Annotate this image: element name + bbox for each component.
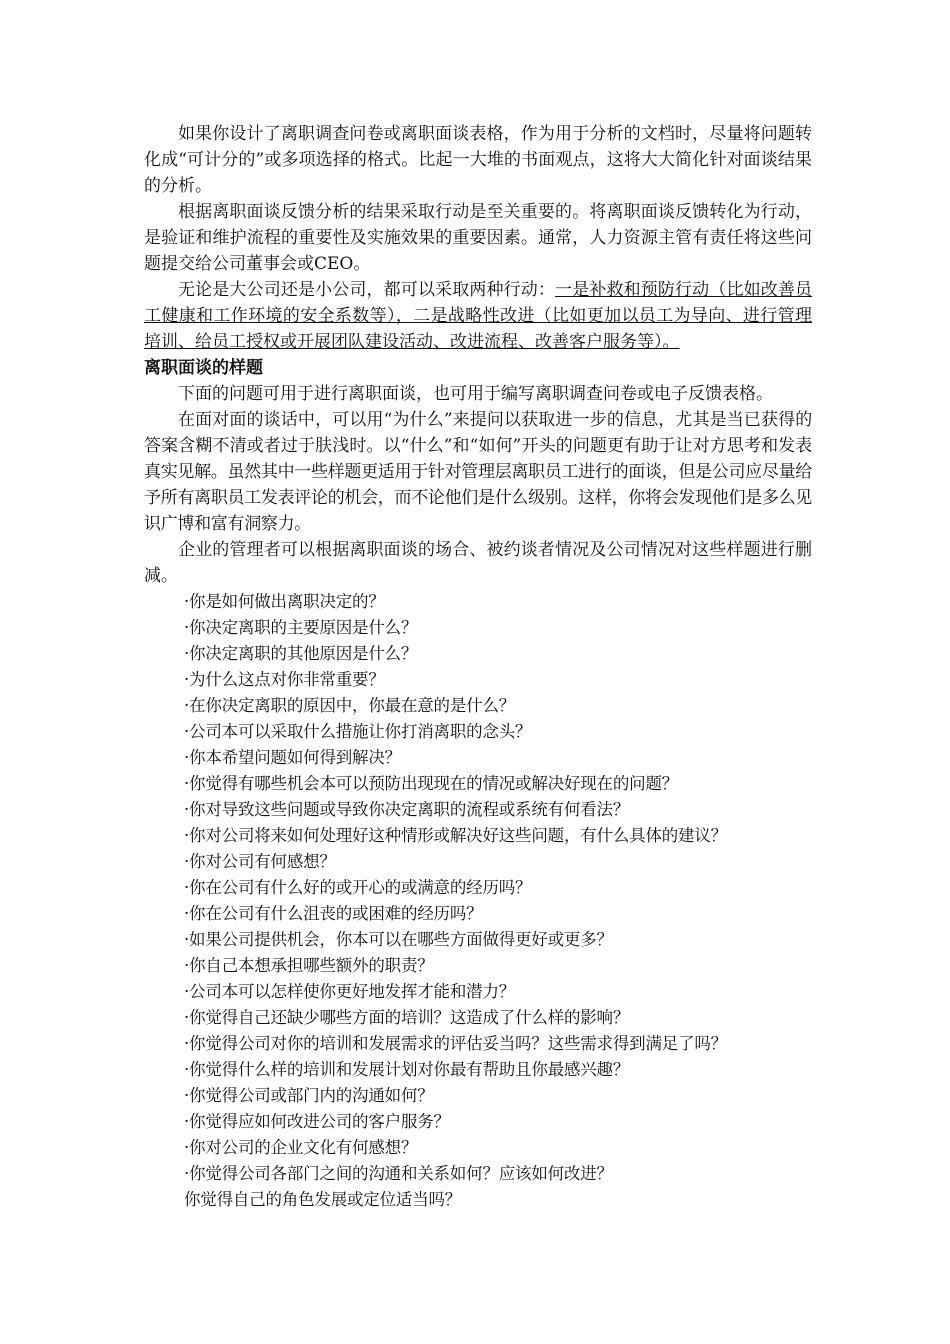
question-item: ·你觉得自己还缺少哪些方面的培训？这造成了什么样的影响？ (184, 1008, 630, 1027)
paragraph-two-actions (144, 277, 812, 355)
question-item: ·在你决定离职的原因中，你最在意的是什么？ (184, 696, 516, 715)
question-item: ·你对导致这些问题或导致你决定离职的流程或系统有何看法？ (184, 800, 630, 819)
question-item: ·你觉得公司对你的培训和发展需求的评估妥当吗？这些需求得到满足了吗？ (184, 1034, 727, 1053)
question-item: ·你是如何做出离职决定的？ (184, 592, 385, 611)
section-heading: 离职面谈的样题 (144, 358, 263, 378)
question-item: ·你对公司将来如何处理好这种情形或解决好这些问题，有什么具体的建议？ (184, 826, 727, 845)
question-item: ·你觉得应如何改进公司的客户服务？ (184, 1112, 450, 1131)
question-item: ·你觉得什么样的培训和发展计划对你最有帮助且你最感兴趣？ (184, 1060, 630, 1079)
question-item: ·公司本可以怎样使你更好地发挥才能和潜力？ (184, 982, 516, 1001)
action-underlined-text: 一是补救和预防行动（比如改善员工健康和工作环境的安全系数等），二是战略性改进（比如更加以员工为导向、进行管理培训、给员工授权或开展团队建设活动、改进流程、改善客户服务等）。 (144, 280, 813, 352)
paragraph-managers: 企业的管理者可以根据离职面谈的场合、被约谈者情况及公司情况对这些样题进行删减。 (144, 540, 812, 586)
paragraph-take-action: 根据离职面谈反馈分析的结果采取行动是至关重要的。将离职面谈反馈转化为行动，是验证和维护流程的重要性及实施效果的重要因素。通常，人力资源主管有责任将这些问题提交给公司董事会或CEO。 (144, 202, 812, 274)
question-item: ·你觉得公司或部门内的沟通如何？ (184, 1086, 434, 1105)
question-item: ·为什么这点对你非常重要？ (184, 670, 385, 689)
question-item: ·你觉得公司各部门之间的沟通和关系如何？应该如何改进？ (184, 1164, 613, 1183)
paragraph-survey-format: 如果你设计了离职调查问卷或离职面谈表格，作为用于分析的文档时，尽量将问题转化成“可计分的”或多项选择的格式。比起一大堆的书面观点，这将大大简化针对面谈结果的分析。 (144, 124, 812, 196)
question-item: ·你觉得有哪些机会本可以预防出现现在的情况或解决好现在的问题？ (184, 774, 679, 793)
question-item: ·你自己本想承担哪些额外的职责？ (184, 956, 434, 975)
question-item: ·你在公司有什么好的或开心的或满意的经历吗？ (184, 878, 532, 897)
question-item: ·你决定离职的主要原因是什么？ (184, 618, 418, 637)
question-item: ·如果公司提供机会，你本可以在哪些方面做得更好或更多？ (184, 930, 613, 949)
question-item: ·公司本可以采取什么措施让你打消离职的念头？ (184, 722, 532, 741)
question-list (144, 589, 812, 1213)
question-item: ·你本希望问题如何得到解决？ (184, 748, 401, 767)
question-item: ·你对公司有何感想？ (184, 852, 336, 871)
paragraph-usage: 下面的问题可用于进行离职面谈，也可用于编写离职调查问卷或电子反馈表格。 (178, 384, 773, 404)
action-lead: 无论是大公司还是小公司，都可以采取两种行动： (178, 280, 556, 300)
question-item: ·你决定离职的其他原因是什么？ (184, 644, 418, 663)
question-item: 你觉得自己的角色发展或定位适当吗？ (184, 1190, 462, 1209)
question-item: ·你在公司有什么沮丧的或困难的经历吗？ (184, 904, 483, 923)
document-page (144, 121, 812, 1213)
question-item: ·你对公司的企业文化有何感想？ (184, 1138, 418, 1157)
paragraph-face-to-face: 在面对面的谈话中，可以用“为什么”来提问以获取进一步的信息，尤其是当已获得的答案含糊不清或者过于肤浅时。以“什么”和“如何”开头的问题更有助于让对方思考和发表真实见解。虽然其中一些样题更适用于针对管理层离职员工进行的面谈，但是公司应尽量给予所有离职员工发表评论的机会，而不论他们是什么级别。这样，你将会发现他们是多么见识广博和富有洞察力。 (144, 410, 812, 534)
